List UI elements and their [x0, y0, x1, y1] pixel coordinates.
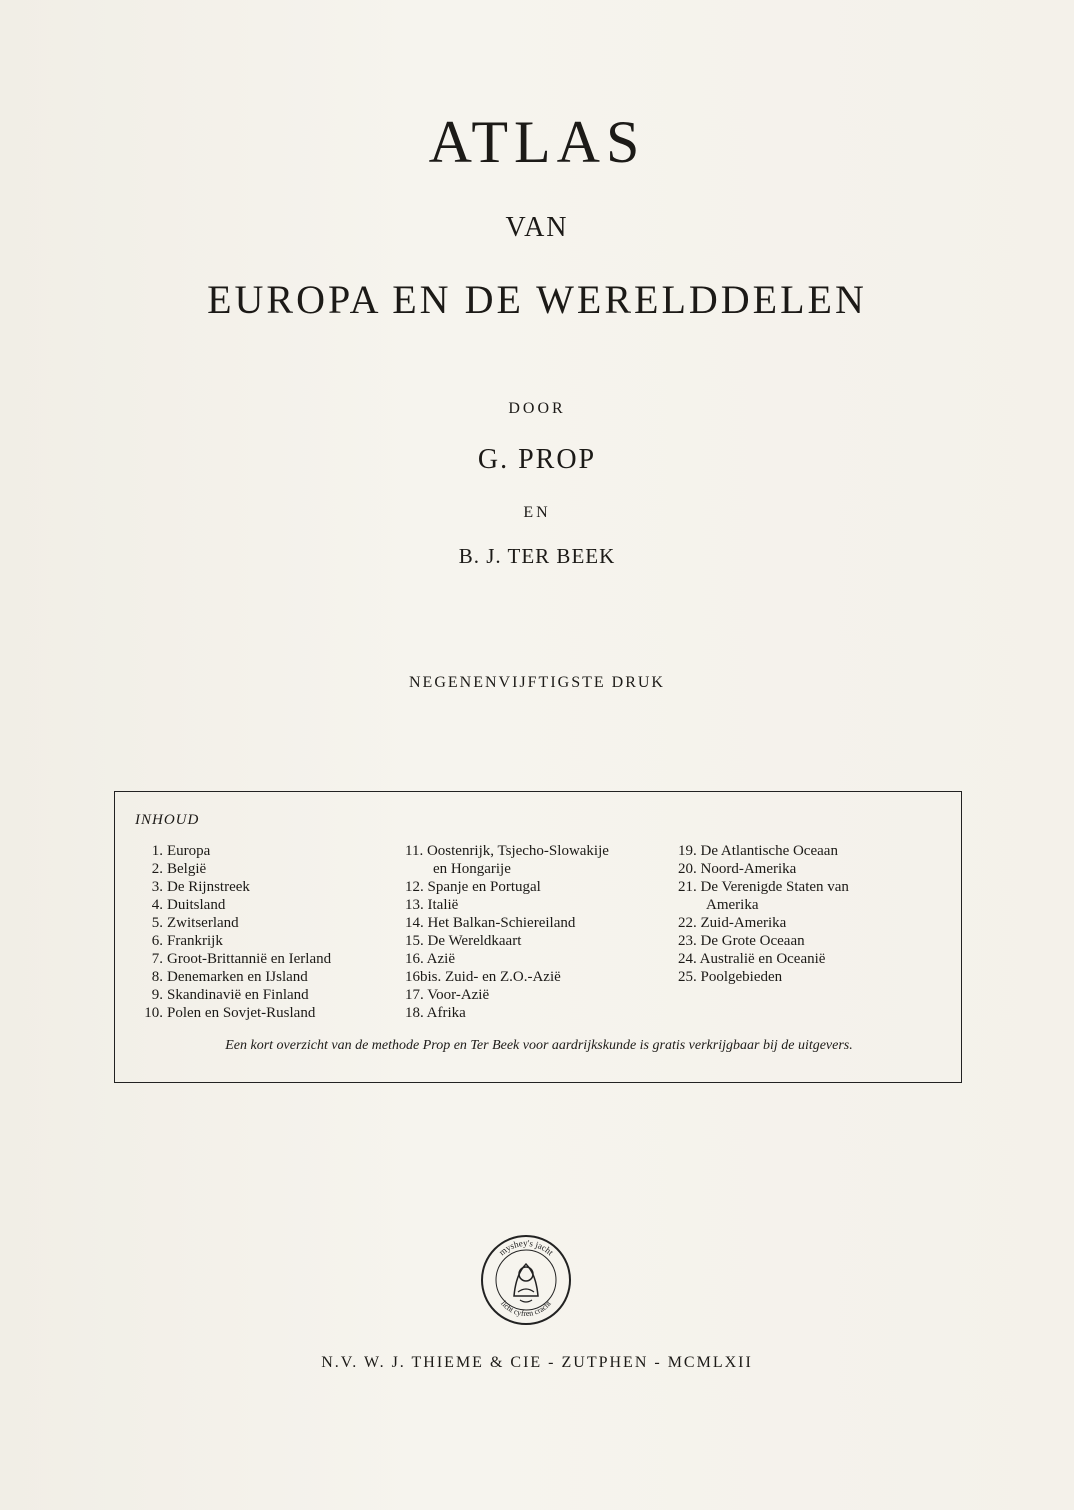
toc-item: 12. Spanje en Portugal [405, 879, 541, 895]
toc-column-3 [678, 842, 849, 986]
toc-item: 25. Poolgebieden [678, 969, 783, 985]
by-door: DOOR [508, 400, 566, 417]
seal-text-bottom: licht cyfren cracht [499, 1299, 553, 1319]
title-main: EUROPA EN DE WERELDDELEN [207, 277, 867, 322]
title-atlas: ATLAS [428, 109, 646, 175]
toc-item: 16. Azië [405, 951, 455, 967]
toc-item: 20. Noord-Amerika [678, 861, 797, 877]
author-prop: G. PROP [477, 444, 597, 475]
title-van: VAN [505, 212, 569, 243]
by-en: EN [523, 504, 551, 521]
toc-item: 17. Voor-Azië [405, 987, 490, 1003]
toc-heading: INHOUD [135, 812, 200, 828]
toc-item: 7. Groot-Brittannië en Ierland [151, 951, 332, 967]
edition-label: NEGENENVIJFTIGSTE DRUK [409, 674, 665, 691]
toc-column-1 [133, 842, 331, 1022]
toc-item: 4. Duitsland [151, 897, 226, 913]
table-of-contents [114, 791, 962, 1083]
toc-item: 22. Zuid-Amerika [678, 915, 787, 931]
toc-item: 2. België [151, 861, 207, 877]
toc-item: 5. Zwitserland [151, 915, 239, 931]
toc-item: 9. Skandinavië en Finland [151, 987, 309, 1003]
toc-item: 16bis. Zuid- en Z.O.-Azië [405, 969, 561, 985]
publisher-line: N.V. W. J. THIEME & CIE - ZUTPHEN - MCMLXII [321, 1354, 753, 1371]
toc-item: 11. Oostenrijk, Tsjecho-Slowakije [405, 843, 609, 859]
toc-item: 13. Italië [405, 897, 459, 913]
seal-text-top: myshey's jacht [496, 1237, 556, 1258]
toc-item: 10. Polen en Sovjet-Rusland [144, 1005, 316, 1021]
toc-item: 14. Het Balkan-Schiereiland [405, 915, 576, 931]
toc-item: Amerika [706, 897, 759, 913]
toc-item: 3. De Rijnstreek [151, 879, 250, 895]
toc-item: 23. De Grote Oceaan [678, 933, 805, 949]
toc-item: 19. De Atlantische Oceaan [678, 843, 838, 859]
toc-item: 1. Europa [151, 843, 211, 859]
toc-item: 18. Afrika [405, 1005, 466, 1021]
toc-note: Een kort overzicht van de methode Prop en Ter Beek voor aardrijkskunde is gratis verkrijgbaar bij de uitgevers. [225, 1038, 853, 1053]
toc-item: 24. Australië en Oceanië [678, 951, 826, 967]
toc-item: 21. De Verenigde Staten van [678, 879, 849, 895]
toc-item: 8. Denemarken en IJsland [151, 969, 308, 985]
author-ter-beek: B. J. TER BEEK [458, 544, 616, 568]
toc-item: 6. Frankrijk [151, 933, 223, 949]
publisher-seal-logo [480, 1234, 572, 1326]
toc-item: en Hongarije [433, 861, 511, 877]
toc-column-2 [405, 842, 609, 1022]
toc-item: 15. De Wereldkaart [405, 933, 522, 949]
